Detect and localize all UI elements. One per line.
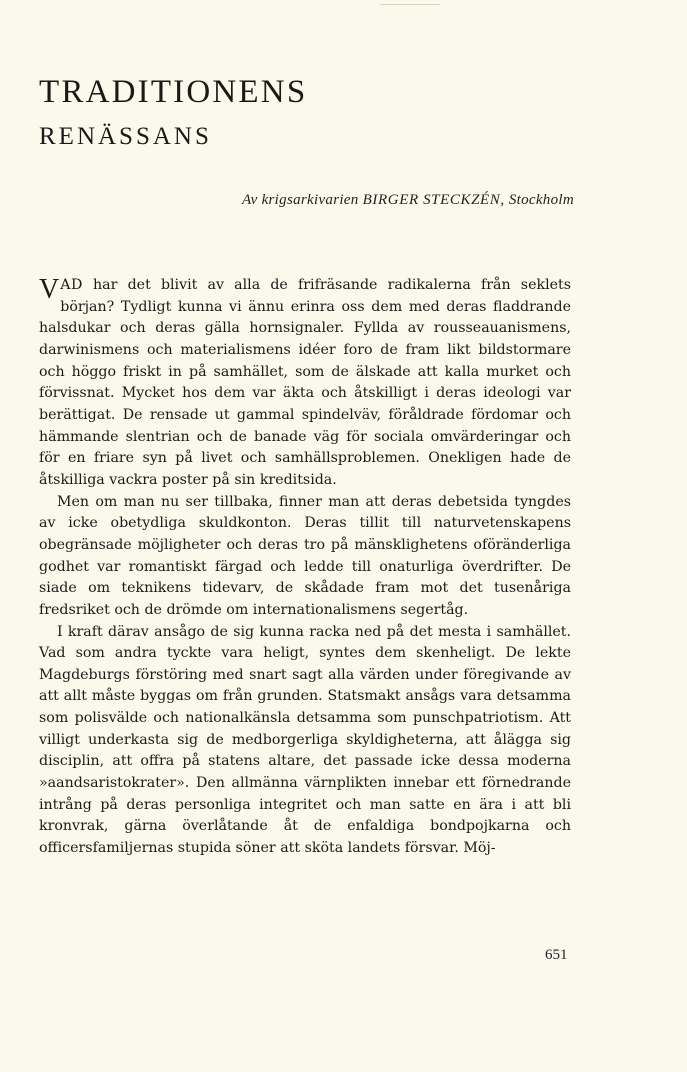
- byline: [242, 192, 574, 209]
- byline-prefix: Av krigsarkivarien: [241, 192, 359, 208]
- paragraph-2: Men om man nu ser tillbaka, finner man att deras debetsida tyngdes av icke obetydliga skuldkonton. Deras tillit till naturvetenskapens obegränsade möjligheter och deras tro på mänsklighetens oföränderliga godhet var romantiskt färgad och ledde till onaturliga överdrifter. De siade om teknikens tidevarv, de skådade fram mot det tusenåriga fredsriket och de drömde om internationalismens segertåg.: [39, 493, 571, 618]
- article-body: [39, 275, 571, 860]
- drop-cap: V: [39, 274, 60, 305]
- page-number: 651: [545, 947, 568, 963]
- top-rule: [380, 4, 440, 5]
- paragraph-1-text: har det blivit av alla de frifräsande radikalerna från seklets början? Tydligt kunna vi ännu erinra oss dem med deras fladdrande halsdukar och deras gälla hornsignaler. Fyllda av rousseauanismens, darwinismens och materialismens idéer foro de fram likt bildstormare och höggo friskt in på samhället, som de älskade att kalla murket och förvissnat. Mycket hos dem var äkta och åtskilligt i deras ideologi var berättigat. De rensade ut gammal spindelväv, föråldrade fördomar och hämmande slentrian och de banade väg för sociala omvärderingar och för en friare syn på livet och samhällsproblemen. Onekligen hade de åtskilliga vackra poster på sin kreditsida.: [39, 277, 571, 488]
- first-word: AD: [60, 277, 83, 293]
- title-line-1: TRADITIONENS: [39, 74, 308, 110]
- title-line-2: RENÄSSANS: [39, 123, 212, 150]
- paragraph-3: I kraft därav ansågo de sig kunna racka ned på det mesta i samhället. Vad som andra tyckte vara heligt, syntes dem skenheligt. De lekte Magdeburgs förstöring med snart sagt alla värden under föregivande av att allt måste byggas om från grunden. Statsmakt ansågs vara detsamma som polisvälde och nationalkänsla detsamma som punschpatriotism. Att villigt underkasta sig de medborgerliga skyldigheterna, att ålägga sig disciplin, att offra på statens altare, det passade icke dessa moderna »aandsaristokrater». Den allmänna värnplikten innebar ett förnedrande intrång på deras personliga integritet och man satte en ära i att bli kronvrak, gärna överlåtande åt de enfaldiga bondpojkarna och officersfamiljernas stupida söner att sköta landets försvar. Möj-: [39, 623, 571, 857]
- paragraph-1: [39, 275, 571, 492]
- article-title: [39, 76, 307, 149]
- author-name: BIRGER STECKZÉN,: [362, 192, 505, 208]
- author-location: Stockholm: [508, 192, 574, 208]
